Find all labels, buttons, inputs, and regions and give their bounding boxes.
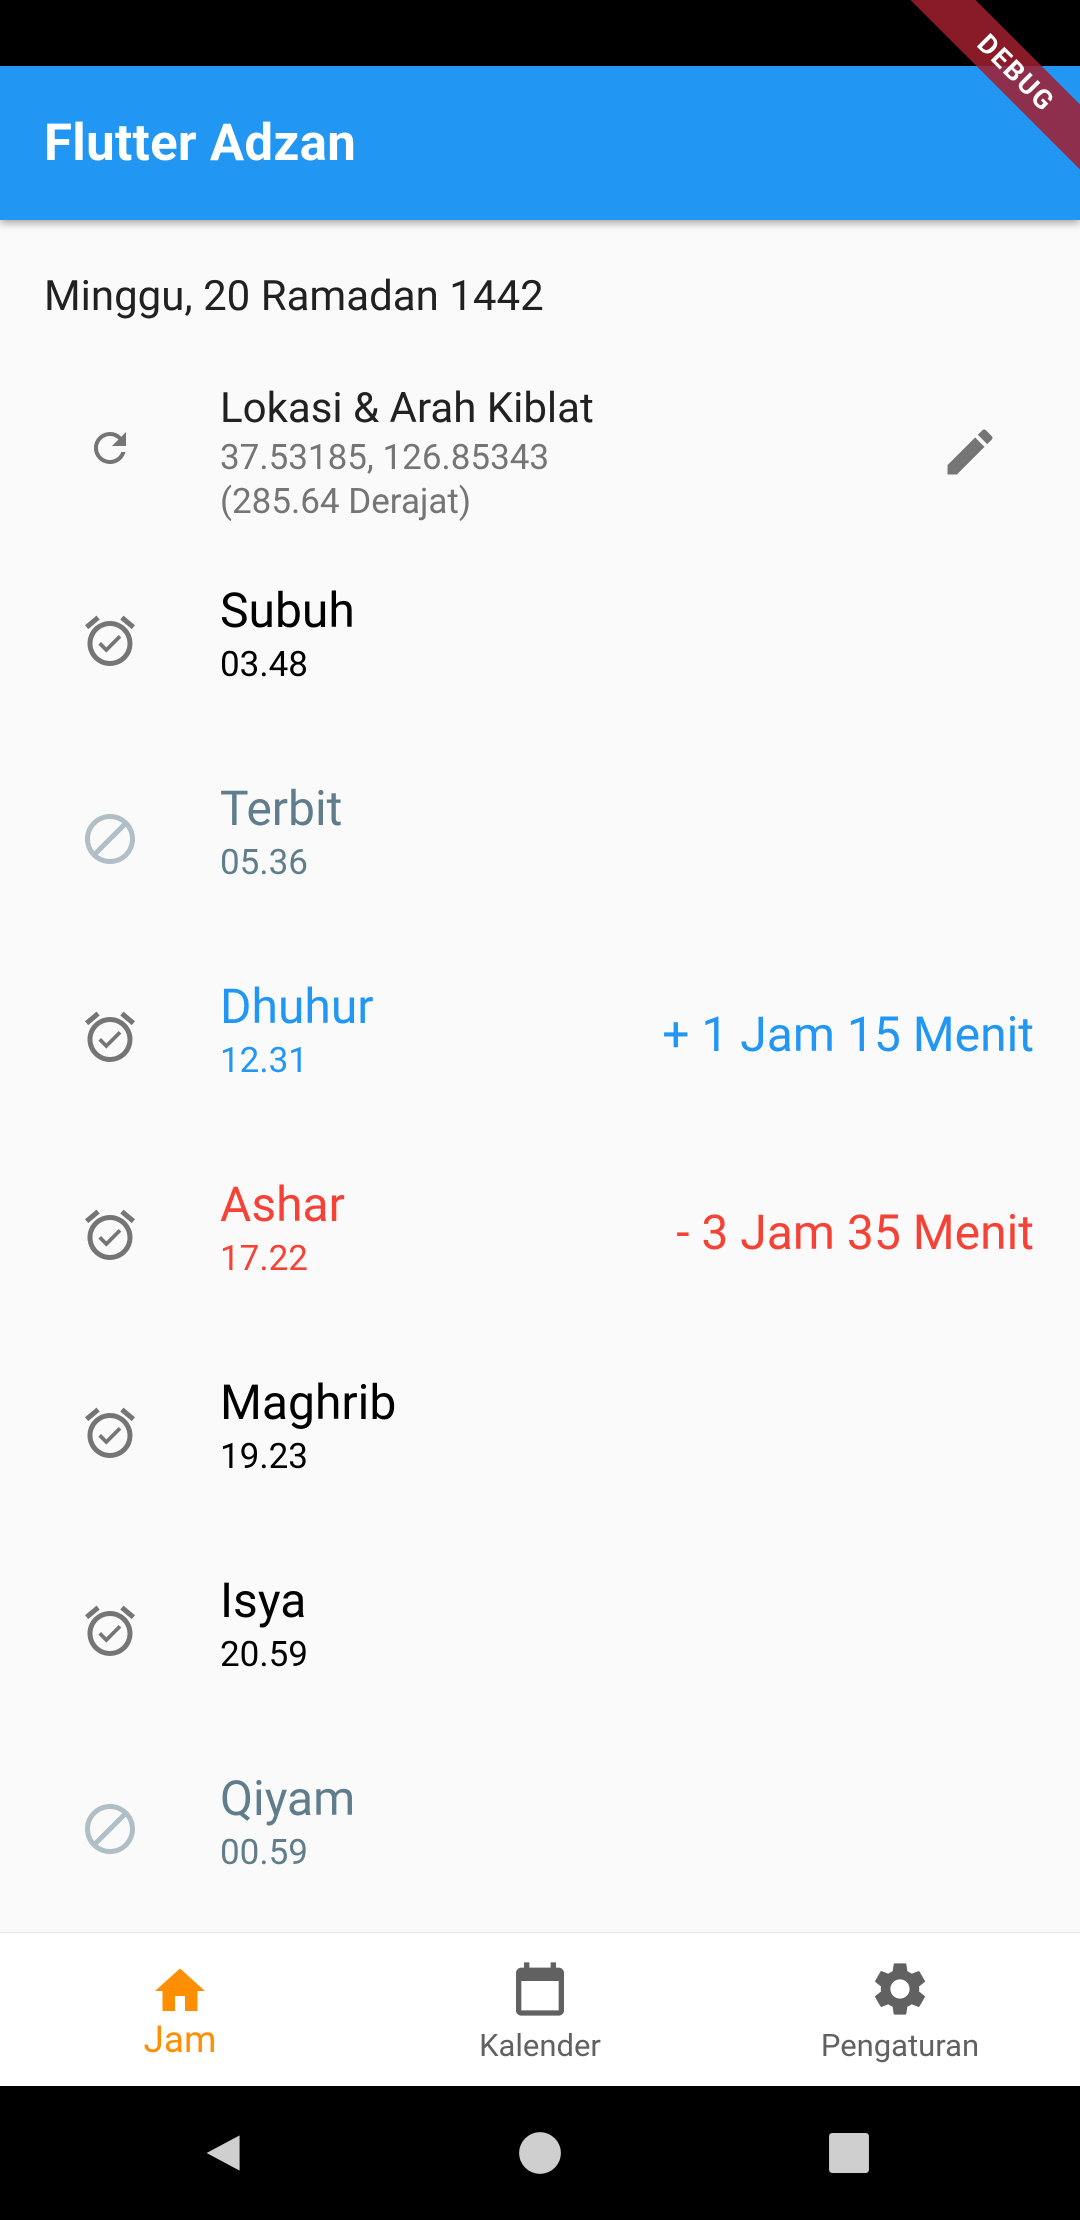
alarm-on-icon[interactable] [80,1007,140,1067]
prayer-time: 17.22 [220,1238,308,1279]
home-circle-icon[interactable] [518,2131,562,2175]
hijri-date: Minggu, 20 Ramadan 1442 [44,272,544,321]
block-icon[interactable] [80,809,140,869]
nav-label-jam: Jam [143,2019,217,2062]
location-details [220,436,549,524]
prayer-row-subuh[interactable] [0,583,1080,781]
prayer-row-maghrib[interactable] [0,1375,1080,1573]
location-title: Lokasi & Arah Kiblat [220,384,594,433]
back-icon[interactable] [200,2131,244,2175]
nav-label-kalender: Kalender [479,2027,601,2064]
edit-icon[interactable] [940,422,1000,482]
system-navigation-bar [0,2086,1080,2220]
qibla-direction: (285.64 Derajat) [220,481,472,522]
prayer-name: Qiyam [220,1770,356,1827]
prayer-row-qiyam[interactable] [0,1771,1080,1932]
prayer-time: 12.31 [220,1040,308,1081]
prayer-name: Terbit [220,780,343,837]
location-row[interactable] [0,380,1080,530]
prayer-time: 03.48 [220,644,308,685]
time-remaining: + 1 Jam 15 Menit [662,1006,1034,1063]
alarm-on-icon[interactable] [80,1403,140,1463]
nav-item-kalender[interactable] [360,1933,720,2087]
prayer-name: Dhuhur [220,978,374,1035]
alarm-on-icon[interactable] [80,1205,140,1265]
prayer-time: 00.59 [220,1832,308,1873]
settings-icon [868,1957,932,2021]
alarm-on-icon[interactable] [80,611,140,671]
prayer-row-isya[interactable] [0,1573,1080,1771]
location-coordinates: 37.53185, 126.85343 [220,437,550,478]
debug-label: DEBUG [894,0,1080,195]
time-remaining: - 3 Jam 35 Menit [676,1204,1034,1261]
prayer-time: 05.36 [220,842,308,883]
prayer-list[interactable] [0,220,1080,1932]
prayer-row-terbit[interactable] [0,781,1080,979]
prayer-time: 20.59 [220,1634,308,1675]
calendar-icon [508,1957,572,2021]
prayer-name: Ashar [220,1176,345,1233]
refresh-icon[interactable] [86,424,134,472]
nav-item-pengaturan[interactable] [720,1933,1080,2087]
prayer-time: 19.23 [220,1436,308,1477]
status-bar [0,0,1080,66]
alarm-on-icon[interactable] [80,1601,140,1661]
home-icon [150,1961,210,2021]
prayer-name: Isya [220,1572,307,1629]
recents-square-icon[interactable] [828,2132,870,2174]
prayer-row-dhuhur[interactable] [0,979,1080,1177]
prayer-name: Subuh [220,582,355,639]
nav-label-pengaturan: Pengaturan [820,2027,980,2064]
app-title: Flutter Adzan [44,114,357,173]
app-bar [0,66,1080,220]
prayer-row-ashar[interactable] [0,1177,1080,1375]
block-icon[interactable] [80,1799,140,1859]
nav-item-jam[interactable] [0,1933,360,2087]
bottom-navigation [0,1932,1080,2086]
prayer-name: Maghrib [220,1374,397,1431]
